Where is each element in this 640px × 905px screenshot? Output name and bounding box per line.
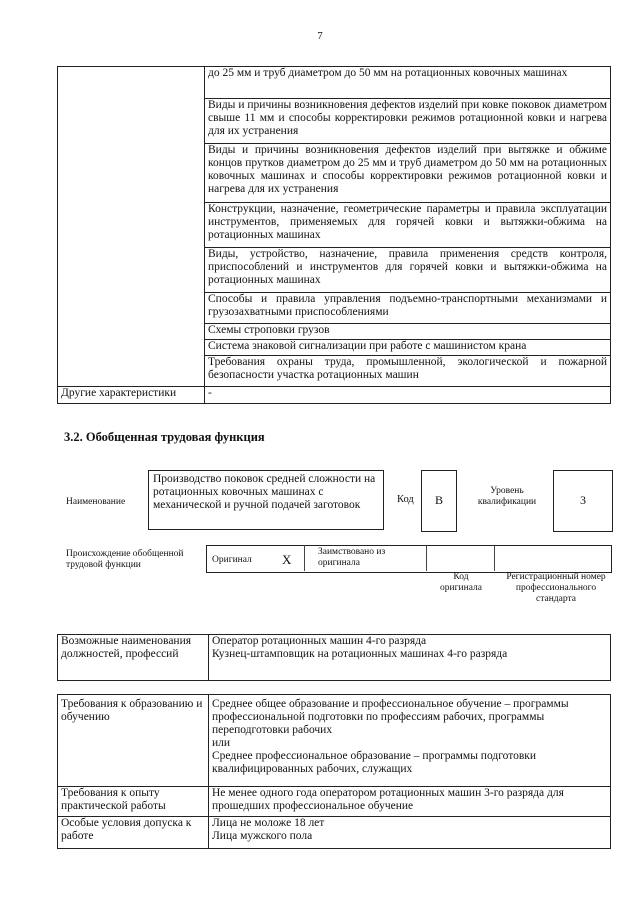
original-code-caption: Код оригинала	[440, 572, 482, 593]
list-item: Не менее одного года оператором ротационных машин 3-го разряда для прошедших профессиональное обучение	[212, 787, 564, 812]
possible-names-values	[209, 635, 611, 681]
list-item: Кузнец-штамповщик на ротационных машинах 4-го разряда	[212, 648, 508, 660]
list-item: Лица мужского пола	[212, 830, 313, 842]
list-item: Лица не моложе 18 лет	[212, 817, 325, 829]
other-characteristics-label: Другие характеристики	[58, 387, 205, 404]
experience-value	[209, 787, 611, 817]
function-name-value: Производство поковок средней сложности на ротационных ковочных машинах с механической и ручной подачей заготовок	[148, 470, 384, 530]
table-row: Требования охраны труда, промышленной, экологической и пожарной безопасности участка ротационных машин	[205, 356, 611, 387]
table-row: Виды и причины возникновения дефектов изделий при ковке поковок диаметром свыше 11 мм и способы корректировки режимов ротационной ковки и нагрева для их устранения	[205, 99, 611, 144]
table-row: Способы и правила управления подъемно-транспортными механизмами и грузозахватными приспособлениями	[205, 293, 611, 324]
qualification-level-label: Уровень квалификации	[477, 486, 537, 507]
name-label: Наименование	[66, 497, 126, 507]
code-label: Код	[397, 494, 414, 505]
registration-number-caption: Регистрационный номер профессионального стандарта	[506, 572, 606, 604]
list-item: или	[212, 737, 231, 749]
page-number: 7	[317, 30, 323, 42]
table-label-cell	[58, 67, 205, 387]
borrowed-label: Заимствовано из оригинала	[318, 547, 386, 568]
education-value	[209, 695, 611, 787]
table-row: до 25 мм и труб диаметром до 50 мм на ротационных ковочных машинах	[205, 67, 611, 99]
list-item: Оператор ротационных машин 4-го разряда	[212, 635, 427, 647]
table-row: Виды, устройство, назначение, правила применения средств контроля, приспособлений и инструментов для горячей ковки и вытяжки-обжима на ротационных машинах	[205, 248, 611, 293]
original-label: Оригинал	[212, 555, 252, 565]
knowledge-table	[57, 66, 611, 404]
possible-names-table	[57, 634, 611, 681]
code-box	[421, 470, 457, 532]
origin-label: Происхождение обобщенной трудовой функции	[66, 549, 184, 570]
possible-names-label: Возможные наименования должностей, профессий	[58, 635, 209, 681]
code-value: B	[434, 493, 443, 507]
level-box	[553, 470, 613, 532]
table-row: Схемы строповки грузов	[205, 324, 611, 340]
table-row: Конструкции, назначение, геометрические параметры и правила эксплуатации инструментов, применяемых для горячей ковки и вытяжки-обжима на ротационных машинах	[205, 203, 611, 248]
section-heading: 3.2. Обобщенная трудовая функция	[64, 430, 265, 444]
table-row: Система знаковой сигнализации при работе с машинистом крана	[205, 340, 611, 356]
list-item: Среднее профессиональное образование – программы подготовки квалифицированных рабочих, служащих	[212, 750, 537, 775]
experience-label: Требования к опыту практической работы	[58, 787, 209, 817]
other-characteristics-value: -	[205, 387, 611, 404]
original-mark: X	[282, 552, 292, 567]
requirements-table	[57, 694, 611, 849]
list-item: Среднее общее образование и профессиональное обучение – программы профессиональной подготовки по профессиям рабочих, программы переподготовки рабочих	[212, 698, 569, 736]
admission-conditions-label: Особые условия допуска к работе	[58, 817, 209, 849]
admission-conditions-value	[209, 817, 611, 849]
level-value: 3	[580, 493, 586, 507]
table-row: Виды и причины возникновения дефектов изделий при вытяжке и обжиме концов прутков диаметром до 25 мм и труб диаметром до 50 мм на ротационных ковочных машинах и способы корректировки режимов ротационной ковки и нагрева для их устранения	[205, 144, 611, 203]
education-label: Требования к образованию и обучению	[58, 695, 209, 787]
